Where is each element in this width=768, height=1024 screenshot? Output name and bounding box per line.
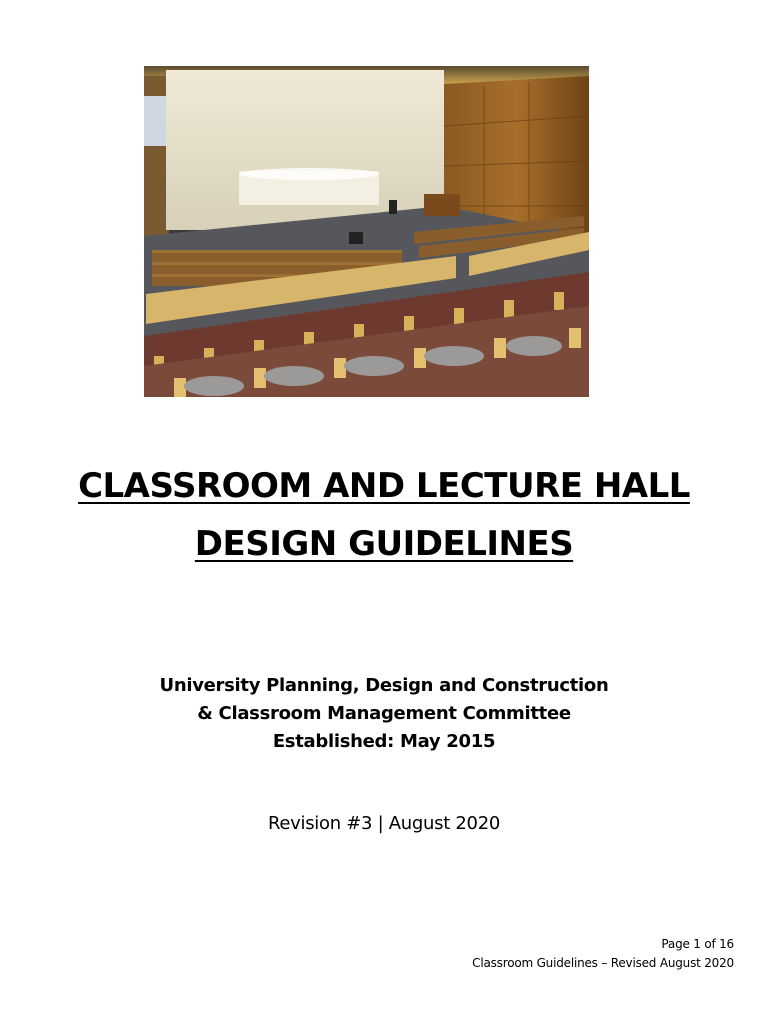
footer-document-title: Classroom Guidelines – Revised August 2020 xyxy=(472,956,734,970)
document-title-line-1: CLASSROOM AND LECTURE HALL xyxy=(78,466,690,506)
established-date: Established: May 2015 xyxy=(272,731,496,752)
organization-line-2: & Classroom Management Committee xyxy=(197,703,571,724)
document-title-line-2: DESIGN GUIDELINES xyxy=(194,524,574,564)
revision-info: Revision #3 | August 2020 xyxy=(267,813,500,834)
page-number: Page 1 of 16 xyxy=(661,937,734,951)
organization-line-1: University Planning, Design and Construction xyxy=(159,675,609,696)
lecture-hall-photo xyxy=(144,66,589,397)
